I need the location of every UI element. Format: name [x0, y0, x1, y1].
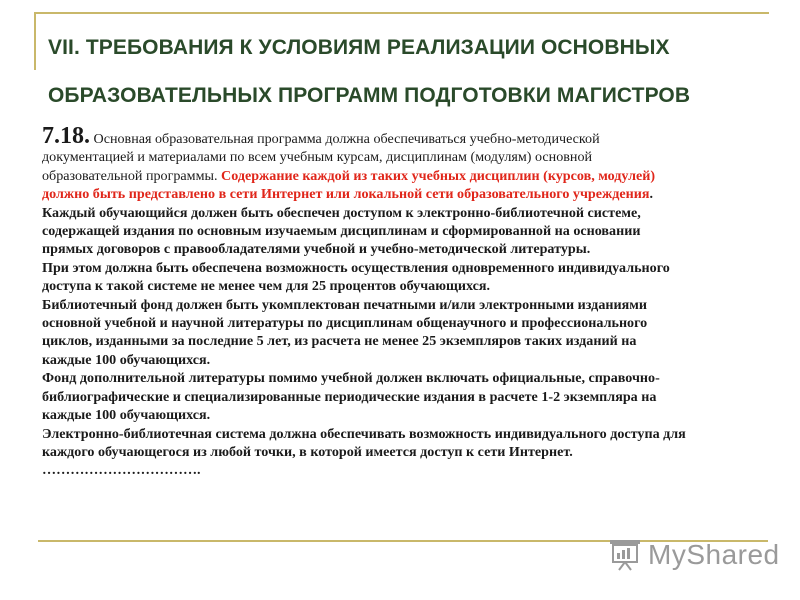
body-line: Фонд дополнительной литературы помимо учебной должен включать официальные, справочно- — [42, 370, 660, 387]
body-line: каждые 100 обучающихся. — [42, 407, 211, 424]
body-line: Электронно-библиотечная система должна обеспечивать возможность индивидуального доступа для — [42, 425, 686, 442]
body-line: Библиотечный фонд должен быть укомплектован печатными и/или электронными изданиями — [42, 296, 647, 313]
body-line: документацией и материалами по всем учебным курсам, дисциплинам (модулям) основной — [42, 149, 593, 166]
myshared-logo[interactable] — [608, 537, 780, 573]
title-line-1: VII. ТРЕБОВАНИЯ К УСЛОВИЯМ РЕАЛИЗАЦИИ ОСНОВНЫХ — [48, 36, 670, 59]
body-line: библиографические и специализированные периодические издания в расчете 1-2 экземпляра на — [42, 388, 657, 405]
section-number: 7.18. — [42, 123, 90, 149]
body-line: каждые 100 обучающихся. — [42, 351, 211, 368]
lead-text: Основная образовательная программа должна обеспечиваться учебно-методической — [90, 131, 600, 147]
body-line: ……………………………. — [42, 462, 201, 479]
left-rule — [34, 12, 36, 70]
body-line — [42, 185, 767, 203]
body-line: основной учебной и научной литературы по дисциплинам общенаучного и профессионального — [42, 315, 648, 332]
body-line: прямых договоров с правообладателями учебной и учебно-методической литературы. — [42, 241, 591, 258]
body-line: Каждый обучающийся должен быть обеспечен доступом к электронно-библиотечной системе, — [42, 204, 641, 221]
body-line: каждого обучающегося из любой точки, в которой имеется доступ к сети Интернет. — [42, 443, 573, 460]
line3-text: образовательной программы. — [42, 167, 222, 184]
body-line — [42, 125, 767, 148]
highlight-text: Содержание каждой из таких учебных дисциплин (курсов, модулей) — [221, 167, 656, 184]
logo-text: MyShared — [648, 539, 780, 570]
title-line-2: ОБРАЗОВАТЕЛЬНЫХ ПРОГРАММ ПОДГОТОВКИ МАГИСТРОВ — [48, 84, 691, 107]
slide-body — [42, 125, 767, 480]
highlight-text: должно быть представлено в сети Интернет или локальной сети образовательного учреждения — [42, 186, 650, 203]
top-rule — [34, 12, 769, 14]
body-line: циклов, изданными за последние 5 лет, из расчета не менее 25 экземпляров таких изданий на — [42, 333, 637, 350]
body-line: содержащей издания по основным изучаемым дисциплинам и сформированной на основании — [42, 223, 641, 240]
body-line: доступа к такой системе не менее чем для 25 процентов обучающихся. — [42, 278, 491, 295]
body-line: При этом должна быть обеспечена возможность осуществления одновременного индивидуального — [42, 259, 670, 276]
slide-title — [48, 24, 768, 120]
presentation-board-icon — [608, 538, 642, 572]
line4-end: . — [649, 186, 653, 203]
body-line — [42, 167, 767, 185]
